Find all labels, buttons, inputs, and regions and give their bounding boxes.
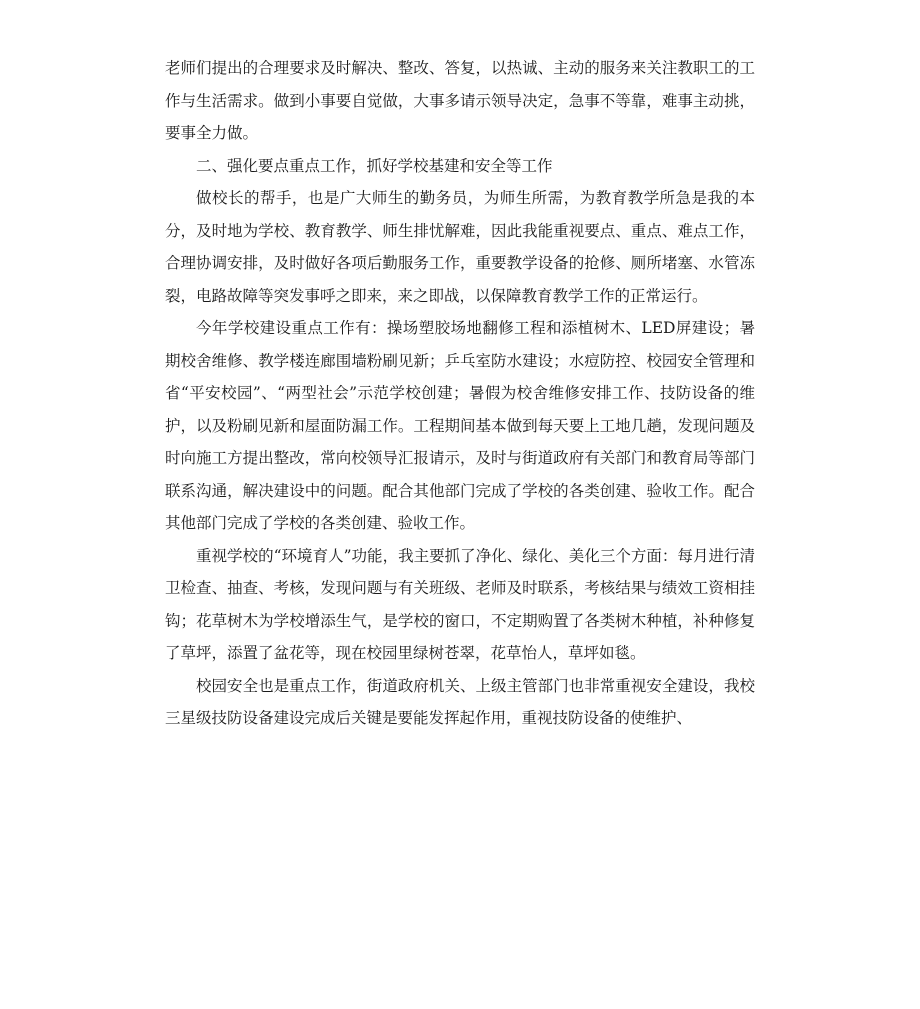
paragraph: 重视学校的“环境育人”功能，我主要抓了净化、绿化、美化三个方面：每月进行清卫检查、抽查、考核，发现问题与有关班级、老师及时联系，考核结果与绩效工资相挂钩；花草树木为学校增添生气，是学校的窗口，不定期购置了各类树木种植，补种修复了草坪，添置了盆花等，现在校园里绿树苍翠，花草怡人，草坪如毯。: [165, 546, 755, 662]
section-heading: 二、强化要点重点工作，抓好学校基建和安全等工作: [196, 156, 553, 175]
paragraph: 今年学校建设重点工作有：操场塑胶场地翻修工程和添植树木、LED屏建设；暑期校舍维修、教学楼连廊围墙粉刷见新；乒乓室防水建设；水痘防控、校园安全管理和省“平安校园”、“两型社会”示范学校创建；暑假为校舍维修安排工作、技防设备的维护，以及粉刷见新和屋面防漏工作。工程期间基本做到每天要上工地几趟，发现问题及时向施工方提出整改，常向校领导汇报请示，及时与街道政府有关部门和教育局等部门联系沟通，解决建设中的问题。配合其他部门完成了学校的各类创建、验收工作。配合其他部门完成了学校的各类创建、验收工作。: [165, 319, 755, 532]
document-body: [165, 52, 755, 735]
paragraph: 校园安全也是重点工作，街道政府机关、上级主管部门也非常重视安全建设，我校三星级技防设备建设完成后关键是要能发挥起作用，重视技防设备的使维护、: [165, 676, 755, 727]
paragraph: 做校长的帮手，也是广大师生的勤务员，为师生所需，为教育教学所急是我的本分，及时地为学校、教育教学、师生排忧解难，因此我能重视要点、重点、难点工作，合理协调安排，及时做好各项后勤服务工作，重要教学设备的抢修、厕所堵塞、水管冻裂，电路故障等突发事呼之即来，来之即战，以保障教育教学工作的正常运行。: [165, 189, 755, 305]
paragraph: 老师们提出的合理要求及时解决、整改、答复，以热诚、主动的服务来关注教职工的工作与生活需求。做到小事要自觉做，大事多请示领导决定，急事不等靠，难事主动挑，要事全力做。: [165, 59, 755, 142]
